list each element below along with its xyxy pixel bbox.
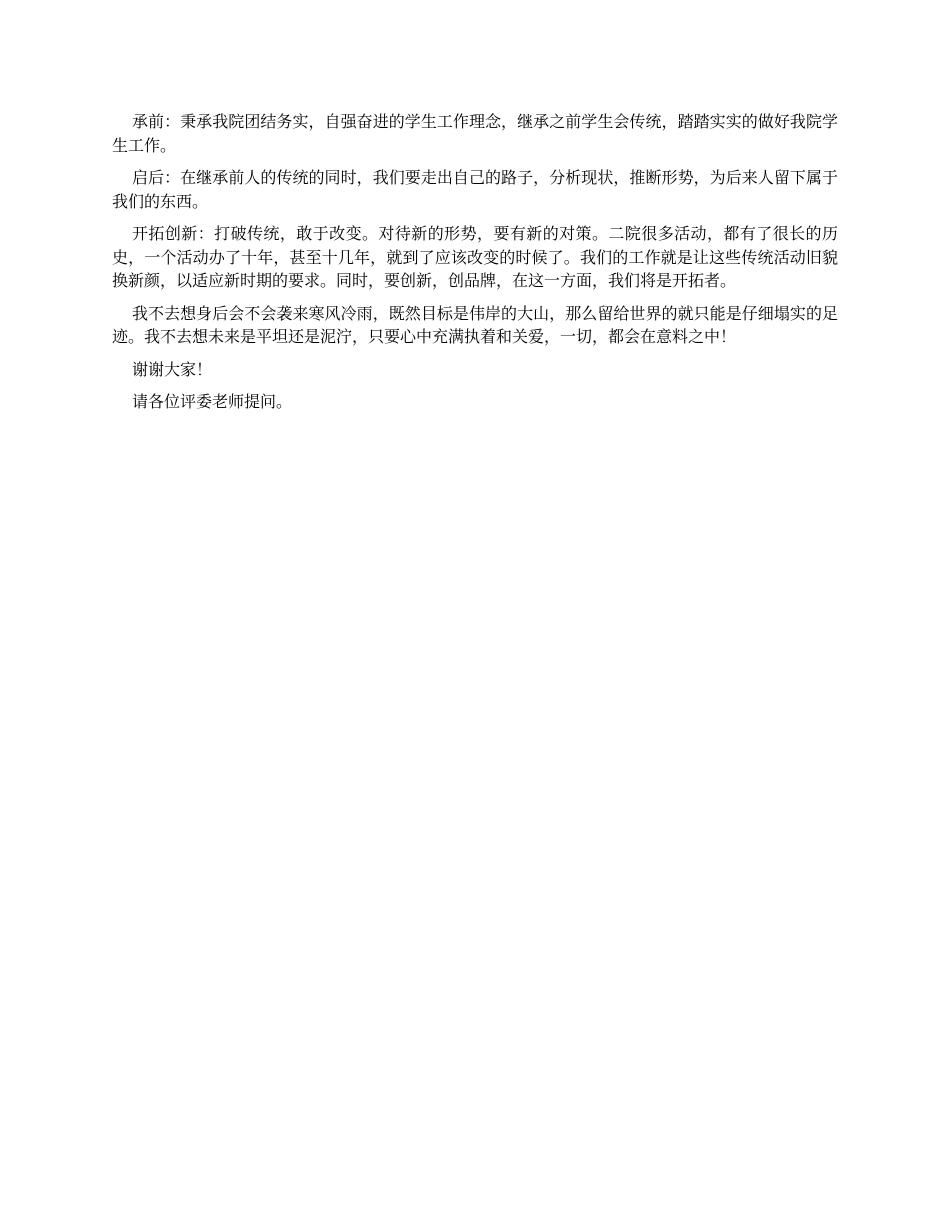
paragraph-inherit: 承前：秉承我院团结务实，自强奋进的学生工作理念，继承之前学生会传统，踏踏实实的做好我院学生工作。	[112, 112, 838, 155]
paragraph-innovate: 开拓创新：打破传统，敢于改变。对待新的形势，要有新的对策。二院很多活动，都有了很长的历史，一个活动办了十年，甚至十几年，就到了应该改变的时候了。我们的工作就是让这些传统活动旧貌换新颜，以适应新时期的要求。同时，要创新，创品牌，在这一方面，我们将是开拓者。	[112, 224, 838, 290]
paragraph-succeed: 启后：在继承前人的传统的同时，我们要走出自己的路子，分析现状，推断形势，为后来人留下属于我们的东西。	[112, 168, 838, 211]
paragraph-thanks: 谢谢大家！	[132, 359, 213, 379]
paragraph-questions: 请各位评委老师提问。	[132, 392, 293, 411]
document-body	[112, 110, 838, 423]
paragraph-resolve: 我不去想身后会不会袭来寒风冷雨，既然目标是伟岸的大山，那么留给世界的就只能是仔细塌实的足迹。我不去想未来是平坦还是泥泞，只要心中充满执着和关爱，一切，都会在意料之中！	[112, 303, 838, 346]
